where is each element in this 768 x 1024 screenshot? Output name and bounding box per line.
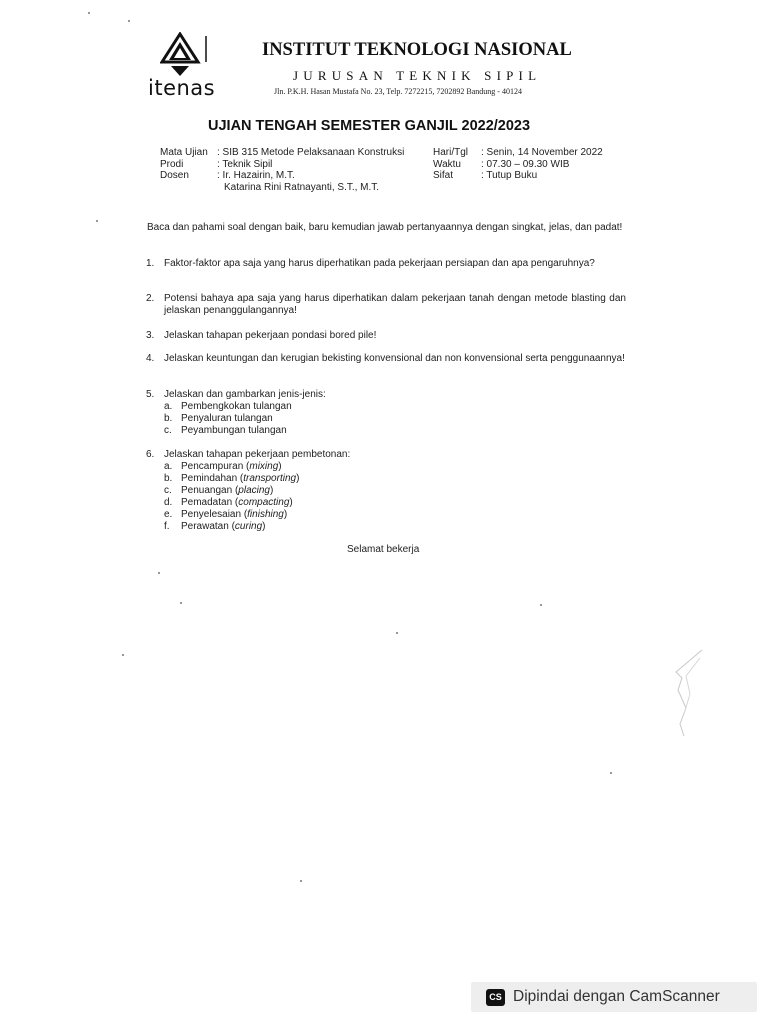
question-5-sub-c: c. Peyambungan tulangan	[164, 425, 287, 436]
scan-speck	[396, 632, 398, 634]
label-mata-ujian: Mata Ujian	[160, 147, 208, 158]
question-5-sub-b: b. Penyaluran tulangan	[164, 413, 273, 424]
question-5-sub-a: a. Pembengkokan tulangan	[164, 401, 292, 412]
info-right-values	[481, 147, 603, 182]
label-waktu: Waktu	[433, 158, 461, 170]
camscanner-logo-icon: CS	[486, 989, 505, 1006]
question-number: 5.	[146, 389, 155, 400]
institution-address: Jln. P.K.H. Hasan Mustafa No. 23, Telp. 7272215, 7202892 Bandung - 40124	[274, 87, 522, 96]
question-3	[146, 330, 626, 342]
question-6-sub-d: d. Pemadatan ( compacting )	[164, 497, 293, 508]
question-2	[146, 293, 626, 316]
question-text: Jelaskan tahapan pekerjaan pondasi bored pile!	[164, 330, 377, 341]
question-text: Jelaskan tahapan pekerjaan pembetonan:	[164, 449, 351, 460]
itenas-logo-icon	[160, 32, 212, 78]
info-left-labels	[160, 147, 208, 182]
label-prodi: Prodi	[160, 158, 184, 170]
camscanner-label: Dipindai dengan CamScanner	[513, 988, 720, 1005]
question-text: Potensi bahaya apa saja yang harus diperhatikan dalam pekerjaan tanah dengan metode blasting dan jelaskan penanggulangannya!	[164, 293, 626, 316]
question-6-sub-f: f. Perawatan ( curing )	[164, 521, 266, 532]
scan-speck	[158, 572, 160, 574]
question-number: 3.	[146, 330, 155, 341]
scan-speck	[122, 654, 124, 656]
exam-title: UJIAN TENGAH SEMESTER GANJIL 2022/2023	[208, 118, 531, 134]
question-number: 6.	[146, 449, 155, 460]
question-number: 4.	[146, 353, 155, 364]
value-mata-ujian: : SIB 315 Metode Pelaksanaan Konstruksi	[217, 147, 405, 158]
question-4	[146, 353, 626, 365]
scan-speck	[610, 772, 612, 774]
value-sifat: : Tutup Buku	[481, 170, 538, 181]
question-text: Faktor-faktor apa saja yang harus diperhatikan pada pekerjaan persiapan dan apa pengaruhnya?	[164, 258, 595, 269]
value-prodi: : Teknik Sipil	[217, 158, 273, 170]
question-6-sub-e: e. Penyelesaian ( finishing )	[164, 509, 288, 520]
question-1	[146, 258, 626, 270]
scan-speck	[96, 220, 98, 222]
info-left-values	[217, 147, 404, 193]
label-dosen: Dosen	[160, 170, 189, 181]
instructions: Baca dan pahami soal dengan baik, baru kemudian jawab pertanyaannya dengan singkat, jelas, dan padat!	[147, 222, 623, 233]
question-number: 1.	[146, 258, 155, 269]
label-hari-tgl: Hari/Tgl	[433, 147, 469, 158]
scan-speck	[88, 12, 90, 14]
department-name: JURUSAN TEKNIK SIPIL	[293, 68, 542, 83]
question-number: 2.	[146, 293, 155, 304]
question-6-sub-b: b. Pemindahan ( transporting )	[164, 473, 300, 484]
value-dosen-2: Katarina Rini Ratnayanti, S.T., M.T.	[224, 181, 380, 193]
question-6-sub-a: a. Pencampuran ( mixing )	[164, 461, 282, 472]
question-text: Jelaskan dan gambarkan jenis-jenis:	[164, 389, 326, 400]
scan-artifact-icon	[672, 648, 706, 738]
info-right-labels	[433, 147, 468, 182]
logo-wordmark: itenas	[148, 76, 216, 100]
value-dosen-1: : Ir. Hazairin, M.T.	[217, 170, 295, 181]
closing-text: Selamat bekerja	[347, 544, 420, 555]
institution-name: INSTITUT TEKNOLOGI NASIONAL	[262, 40, 572, 60]
label-sifat: Sifat	[433, 170, 454, 181]
question-text: Jelaskan keuntungan dan kerugian bekisting konvensional dan non konvensional serta penggunaannya!	[164, 353, 625, 364]
scan-speck	[128, 20, 130, 22]
value-hari-tgl: : Senin, 14 November 2022	[481, 147, 603, 158]
camscanner-watermark	[471, 982, 757, 1012]
value-waktu: : 07.30 – 09.30 WIB	[481, 158, 570, 170]
scan-speck	[180, 602, 182, 604]
scan-speck	[540, 604, 542, 606]
question-6	[146, 449, 626, 461]
question-6-sub-c: c. Penuangan ( placing )	[164, 485, 274, 496]
question-5	[146, 389, 626, 401]
scan-speck	[300, 880, 302, 882]
